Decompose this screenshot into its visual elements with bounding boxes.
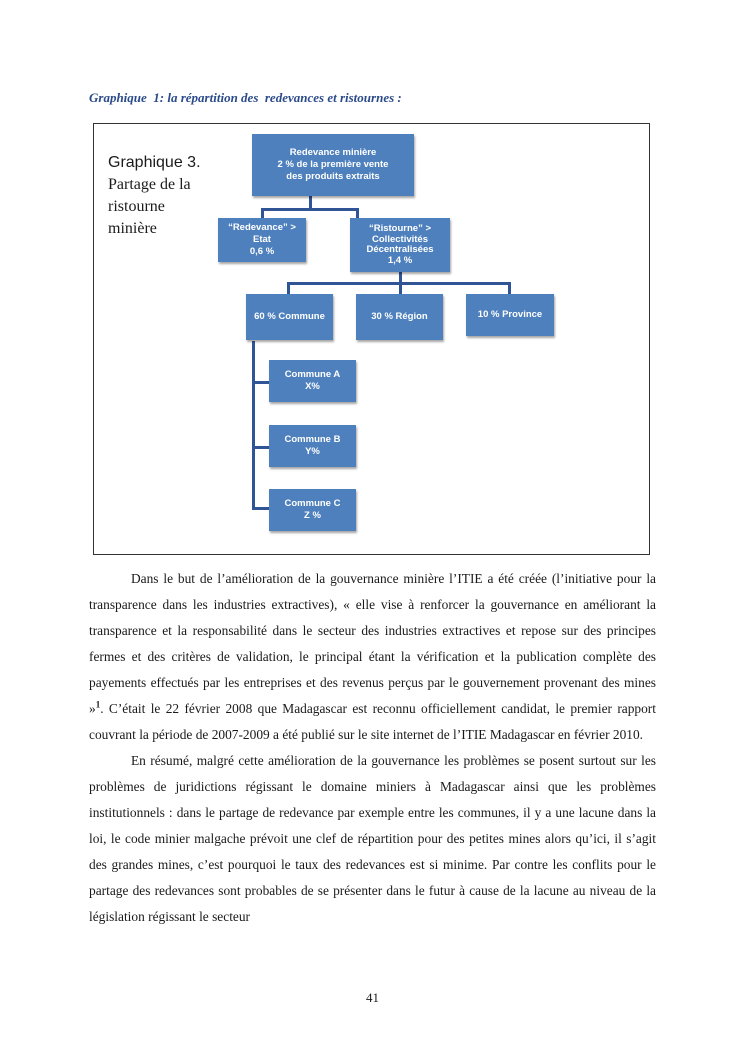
ristourne-box-line-3: Décentralisées [366,244,434,255]
paragraph-2: En résumé, malgré cette amélioration de la gouvernance les problèmes se posent surtout sur les problèmes de juridictions régissant le domaine miniers à Madagascar ainsi que les problèmes institutionnels : dans le partage de redevance par exemple entre les communes, il y a une lacune dans la loi, le code minier malgache prévoit une clef de répartition pour des petites mines alors qu’ici, il s’agit des grandes mines, c’est pourquoi le taux des redevances est si minime. Par contre les conflits pour le partage des redevances sont probables de se présenter dans le futur à cause de la lacune au niveau de la législation régissant le secteur [89,753,656,924]
commune-b-value: Y% [305,446,320,457]
footnote-reference[interactable]: 1 [95,699,101,710]
box-commune-a [269,360,356,402]
root-box-line-2: 2 % de la première vente [277,159,389,170]
box-province-10 [466,294,554,336]
box-redevance-etat [218,218,306,262]
province-box-label: 10 % Province [477,309,543,320]
commune-box-label: 60 % Commune [254,311,325,322]
redevance-box-line-2: 0,6 % [249,246,275,257]
box-region-30 [356,294,443,340]
ristourne-box-line-2: Collectivités [372,233,428,245]
connector-commune [287,282,290,294]
box-commune-60 [246,294,333,340]
page-number: 41 [366,990,379,1005]
commune-c-value: Z % [304,510,321,521]
root-box-line-1: Redevance minière [289,147,377,158]
chart-title-line-1: Graphique 3. [108,154,201,171]
chart-title-line-2: Partage de la [108,176,191,193]
figure-frame [93,123,650,555]
redevance-box-line-1: “Redevance” > Etat [228,222,296,245]
ristourne-box-line-4: 1,4 % [387,254,413,266]
ristourne-box-line-1: “Ristourne” > [368,223,432,234]
body-text [89,566,656,930]
commune-a-value: X% [305,381,320,392]
paragraph-1-part-2: . C’était le 22 février 2008 que Madagascar est reconnu officiellement candidat, le premier rapport couvrant la période de 2007-2009 a été publié sur le site internet de l’ITIE Madagascar en février 2010. [89,701,656,742]
commune-b-label: Commune B [284,434,341,445]
commune-a-label: Commune A [284,369,341,380]
paragraph-1-part-1: Dans le but de l’amélioration de la gouvernance minière l’ITIE a été créée (l’initiative pour la transparence dans les industries extractives), « elle vise à renforcer la gouvernance en améliorant la transparence et la responsabilité dans le secteur des industries extractives et repose sur des principes fermes et des critères de validation, le principal étant la vérification et la publication complète des payements effectués par les entreprises et des revenus perçus par le gouvernement provenant des mines » [89,571,656,716]
connector-commune-b [252,446,269,449]
root-box-redevance-miniere [252,134,414,196]
root-box-line-3: des produits extraits [286,171,380,182]
connector-commune-a [252,381,269,384]
figure-caption: Graphique 1: la répartition des redevances et ristournes : [89,90,402,105]
connector-region [399,282,402,294]
commune-c-label: Commune C [284,498,341,509]
connector-province [508,282,511,294]
box-ristourne-collectivites [350,218,450,272]
region-box-label: 30 % Région [371,311,428,322]
chart-title [108,152,218,240]
connector-communes-vertical [252,341,255,509]
chart-title-line-3: ristourne [108,198,165,215]
connector-level1-bar [261,208,359,211]
connector-level2-bar [287,282,508,285]
box-commune-b [269,425,356,467]
box-commune-c [269,489,356,531]
paragraph-1 [89,566,656,748]
connector-commune-c [252,507,269,510]
chart-title-line-4: minière [108,220,157,237]
